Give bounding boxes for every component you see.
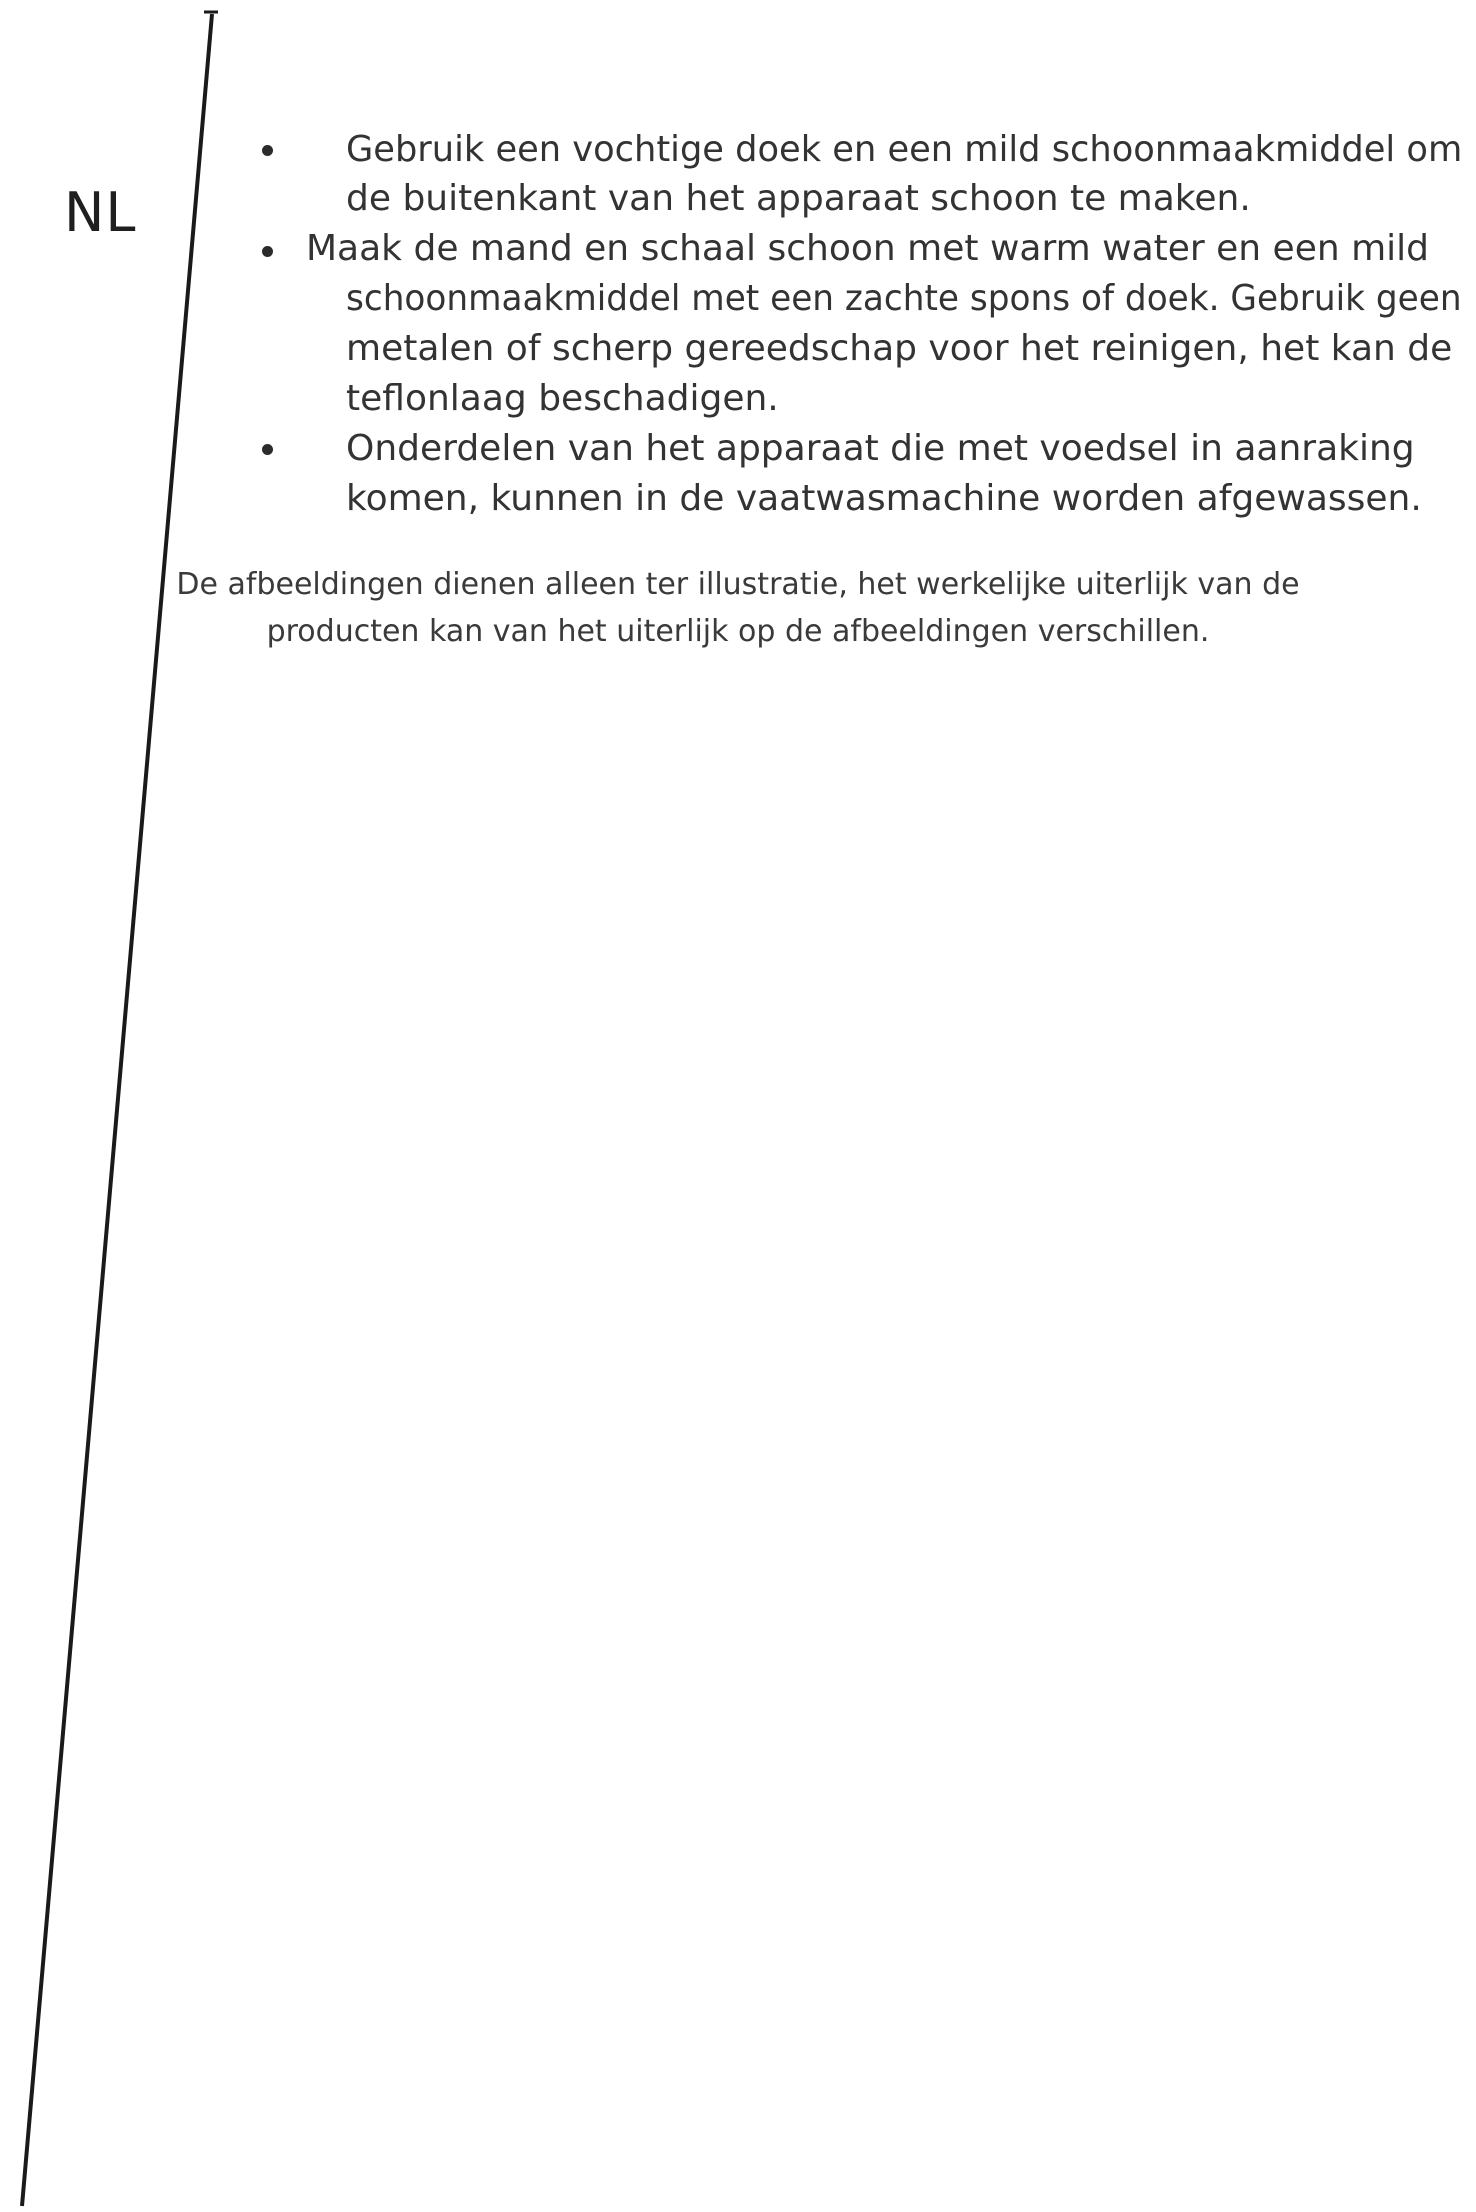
bullet-icon: [262, 145, 273, 156]
list-item-line: de buitenkant van het apparaat schoon te maken.: [346, 178, 1251, 219]
illustration-disclaimer-line: De afbeeldingen dienen alleen ter illustratie, het werkelijke uiterlijk van de: [176, 567, 1300, 602]
list-item-line: teflonlaag beschadigen.: [346, 378, 779, 419]
list-item-line: Gebruik een vochtige doek en een mild schoonmaakmiddel om: [346, 129, 1463, 170]
language-code: NL: [64, 181, 137, 244]
bullet-icon: [262, 246, 273, 257]
illustration-disclaimer-line: producten kan van het uiterlijk op de afbeeldingen verschillen.: [266, 614, 1210, 649]
list-item-line: metalen of scherp gereedschap voor het reinigen, het kan de: [346, 328, 1453, 369]
list-item-line: Maak de mand en schaal schoon met warm water en een mild: [306, 228, 1430, 269]
list-item-line: Onderdelen van het apparaat die met voedsel in aanraking: [346, 428, 1415, 469]
list-item-line: komen, kunnen in de vaatwasmachine worden afgewassen.: [346, 478, 1422, 519]
bullet-icon: [262, 444, 273, 455]
list-item-line: schoonmaakmiddel met een zachte spons of doek. Gebruik geen: [346, 278, 1462, 319]
